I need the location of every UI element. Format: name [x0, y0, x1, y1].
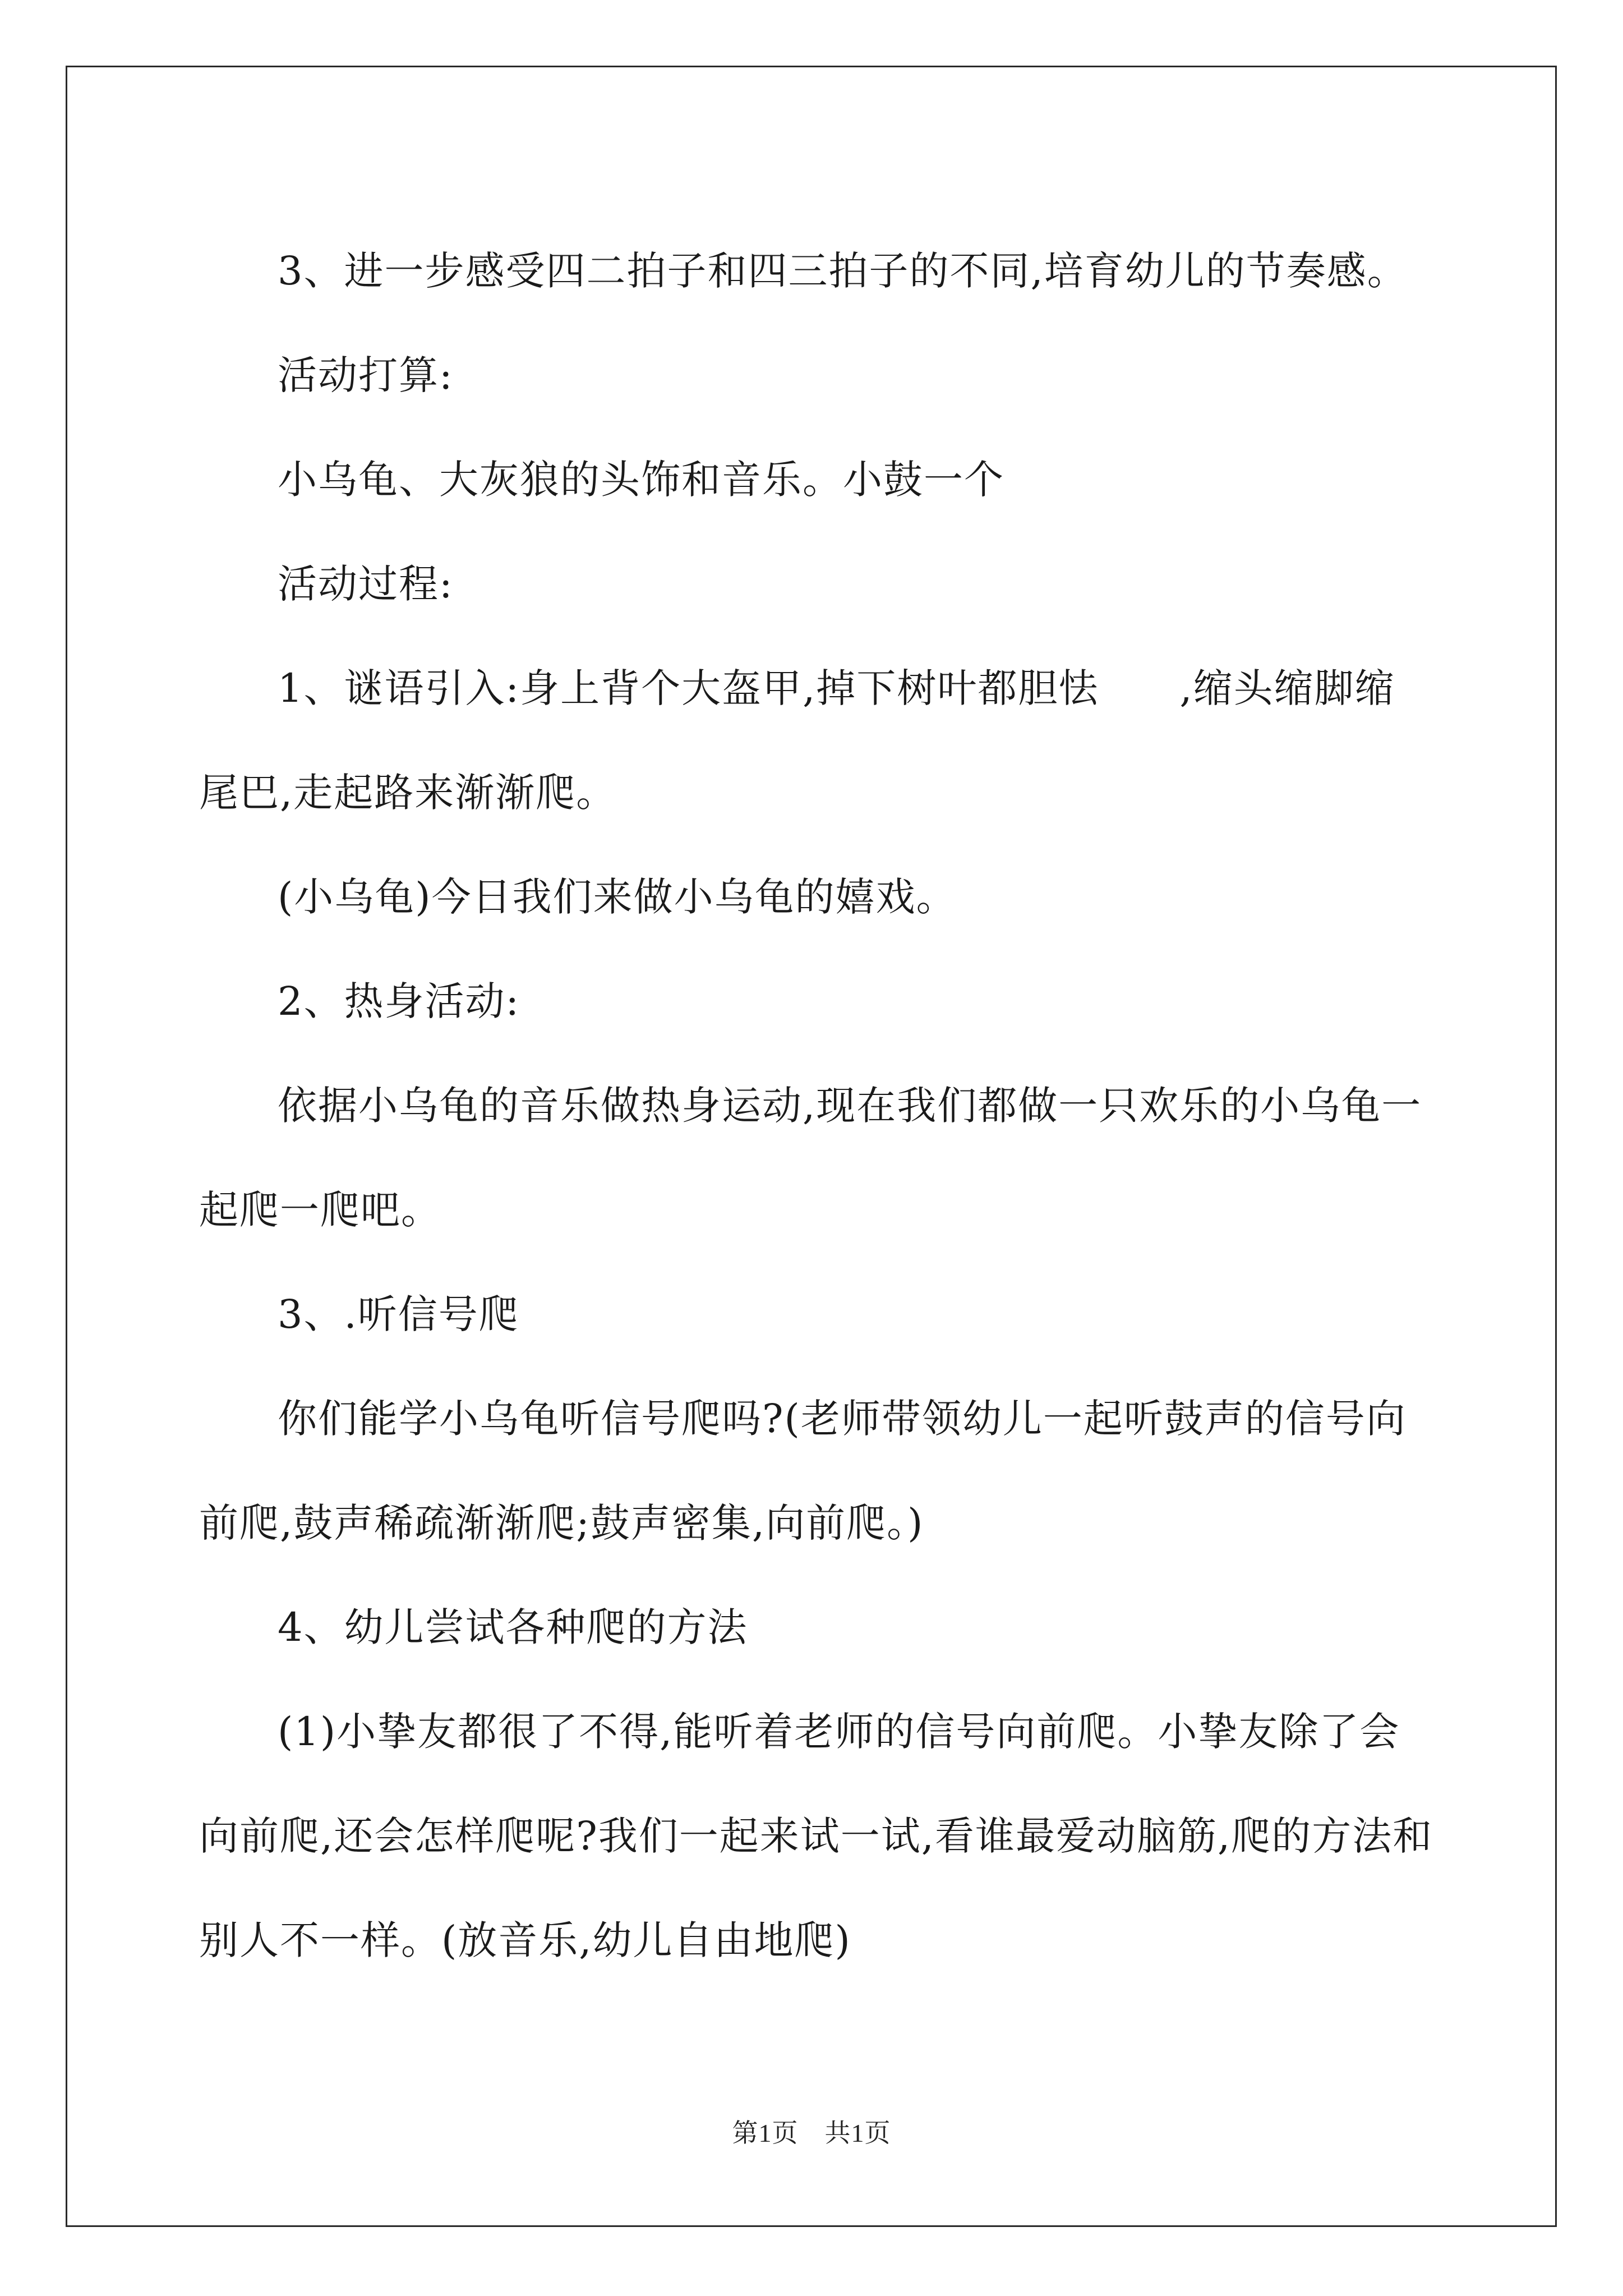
document-body: [199, 219, 1435, 1993]
paragraph-riddle: 1、谜语引入:身上背个大盔甲,掉下树叶都胆怯 ,缩头缩脚缩尾巴,走起路来渐渐爬。: [199, 665, 1395, 816]
paragraph-answer: (小乌龟)今日我们来做小乌龟的嬉戏。: [278, 874, 957, 920]
paragraph-materials: 小乌龟、大灰狼的头饰和音乐。小鼓一个: [278, 457, 1004, 503]
paragraph-warmup: 依据小乌龟的音乐做热身运动,现在我们都做一只欢乐的小乌龟一起爬一爬吧。: [199, 1083, 1422, 1233]
paragraph-process-heading: 活动过程:: [278, 561, 454, 607]
paragraph-goal-3: 3、进一步感受四二拍子和四三拍子的不同,培育幼儿的节奏感。: [278, 248, 1408, 294]
paragraph-methods: (1)小挚友都很了不得,能听着老师的信号向前爬。小挚友除了会向前爬,还会怎样爬呢?我们一起来试一试,看谁最爱动脑筋,爬的方法和别人不一样。(放音乐,幼儿自由地爬): [199, 1709, 1433, 1963]
page-number-footer: 第1页 共1页: [732, 2119, 891, 2147]
paragraph-signal-heading: 3、.听信号爬: [278, 1291, 519, 1337]
paragraph-warmup-heading: 2、热身活动:: [278, 978, 520, 1024]
paragraph-methods-heading: 4、幼儿尝试各种爬的方法: [278, 1604, 748, 1650]
paragraph-signal: 你们能学小乌龟听信号爬吗?(老师带领幼儿一起听鼓声的信号向前爬,鼓声稀疏渐渐爬;鼓声密集,向前爬。): [199, 1396, 1407, 1546]
paragraph-preparation-heading: 活动打算:: [278, 352, 454, 398]
